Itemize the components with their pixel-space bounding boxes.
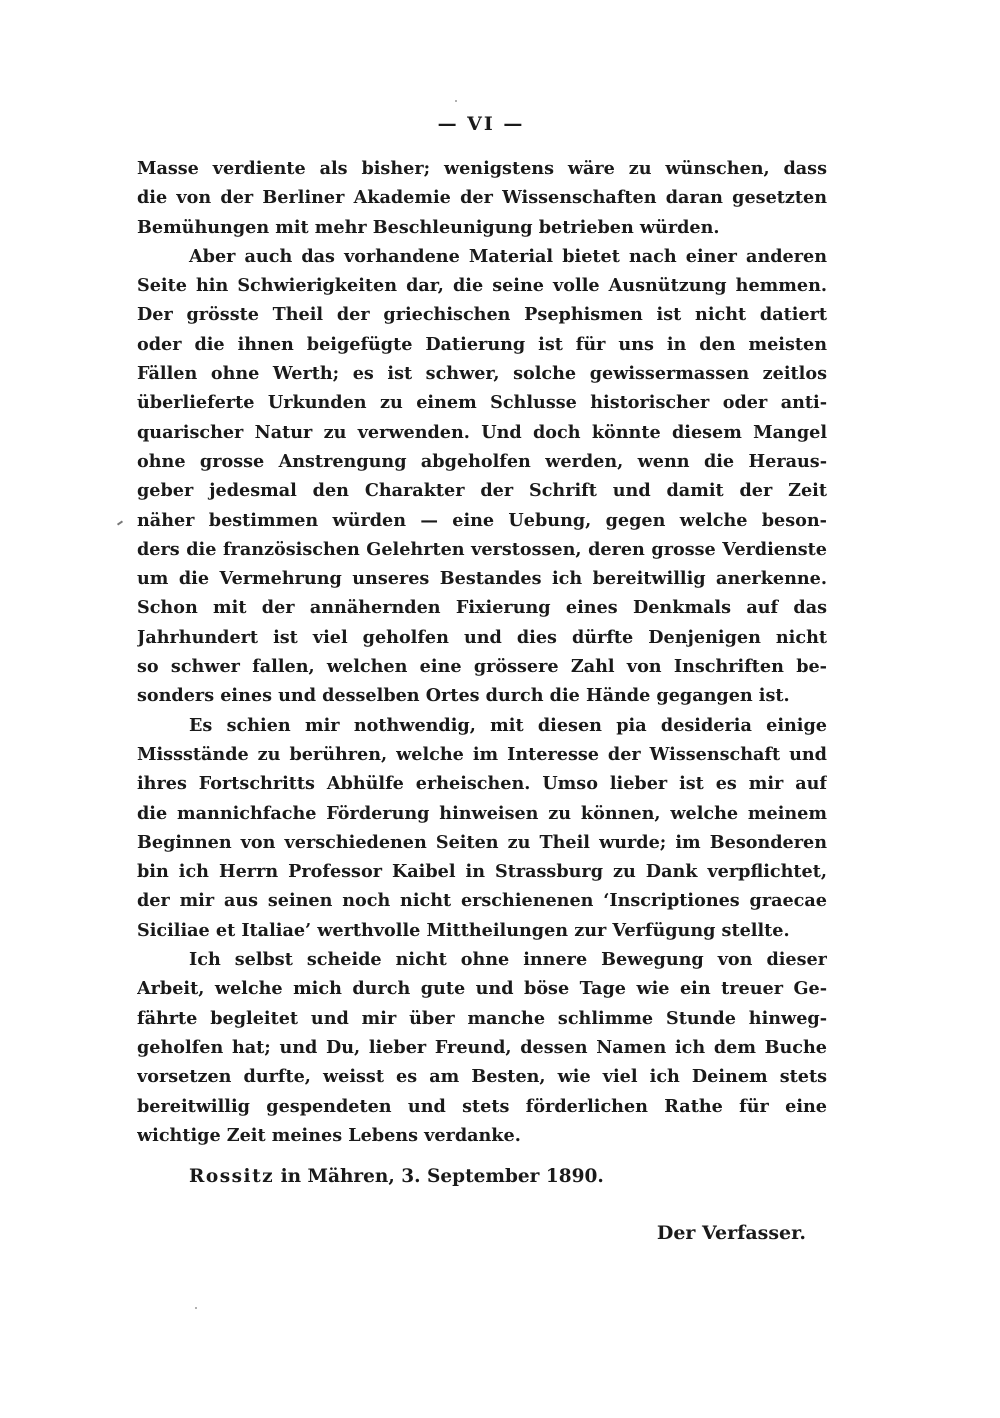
text-line: ders die französischen Gelehrten verstossen, deren grosse Verdienste [137, 538, 827, 560]
text-line: vorsetzen durfte, weisst es am Besten, wie viel ich Deinem stets [137, 1066, 827, 1088]
text-line: Schon mit der annähernden Fixierung eines Denkmals auf das [137, 597, 827, 619]
text-line: Jahrhundert ist viel geholfen und dies dürfte Denjenigen nicht [137, 626, 827, 648]
text-line: bin ich Herrn Professor Kaibel in Strassburg zu Dank verpflichtet, [137, 861, 827, 883]
text-line: wichtige Zeit meines Lebens verdanke. [137, 1124, 521, 1146]
paper-speck [195, 1307, 197, 1309]
text-line: Fällen ohne Werth; es ist schwer, solche gewissermassen zeitlos [137, 363, 827, 385]
text-line: Missstände zu berühren, welche im Interesse der Wissenschaft und [137, 743, 827, 765]
text-line: Der grösste Theil der griechischen Psephismen ist nicht datiert [137, 304, 827, 326]
page-number: — VI — [437, 113, 525, 135]
text-line: fährte begleitet und mir über manche schlimme Stunde hinweg- [137, 1007, 827, 1029]
text-line: die von der Berliner Akademie der Wissenschaften daran gesetzten [137, 187, 827, 209]
text-line: Arbeit, welche mich durch gute und böse Tage wie ein treuer Ge- [137, 978, 827, 1000]
text-line: bereitwillig gespendeten und stets förderlichen Rathe für eine [137, 1095, 827, 1117]
margin-mark [117, 520, 123, 525]
text-line: ihres Fortschritts Abhülfe erheischen. Umso lieber ist es mir auf [137, 773, 827, 795]
text-line: Beginnen von verschiedenen Seiten zu Theil wurde; im Besonderen [137, 831, 827, 853]
author-signature: Der Verfasser. [656, 1222, 806, 1244]
date-text: in Mähren, 3. September 1890. [274, 1166, 604, 1187]
text-line: geber jedesmal den Charakter der Schrift und damit der Zeit [137, 480, 827, 502]
text-line: überlieferte Urkunden zu einem Schlusse historischer oder anti- [137, 392, 827, 414]
text-line: ohne grosse Anstrengung abgeholfen werden, wenn die Heraus- [137, 450, 827, 472]
text-line: Ich selbst scheide nicht ohne innere Bewegung von dieser [189, 949, 827, 971]
text-line: so schwer fallen, welchen eine grössere Zahl von Inschriften be- [137, 656, 827, 678]
text-line: oder die ihnen beigefügte Datierung ist für uns in den meisten [137, 333, 827, 355]
text-line: geholfen hat; und Du, lieber Freund, dessen Namen ich dem Buche [137, 1036, 827, 1058]
text-line: Siciliae et Italiae’ werthvolle Mittheilungen zur Verfügung stellte. [137, 919, 790, 941]
text-line: um die Vermehrung unseres Bestandes ich bereitwillig anerkenne. [137, 568, 827, 590]
text-line: Aber auch das vorhandene Material bietet nach einer anderen [189, 245, 827, 267]
place-date-line [189, 1166, 604, 1187]
text-line: Bemühungen mit mehr Beschleunigung betrieben würden. [137, 216, 720, 238]
place-name: Rossitz [189, 1166, 275, 1187]
text-line: die mannichfache Förderung hinweisen zu können, welche meinem [137, 802, 827, 824]
preface-text [137, 154, 827, 1150]
text-line: Seite hin Schwierigkeiten dar, die seine volle Ausnützung hemmen. [137, 275, 827, 297]
paper-speck [455, 100, 457, 102]
text-line: der mir aus seinen noch nicht erschienenen ‘Inscriptiones graecae [137, 890, 827, 912]
text-line: sonders eines und desselben Ortes durch die Hände gegangen ist. [137, 685, 790, 707]
text-line: Masse verdiente als bisher; wenigstens wäre zu wünschen, dass [137, 158, 827, 179]
text-line: Es schien mir nothwendig, mit diesen pia desideria einige [189, 714, 827, 736]
text-line: quarischer Natur zu verwenden. Und doch könnte diesem Mangel [137, 421, 827, 443]
text-line: näher bestimmen würden — eine Uebung, gegen welche beson- [137, 509, 827, 531]
